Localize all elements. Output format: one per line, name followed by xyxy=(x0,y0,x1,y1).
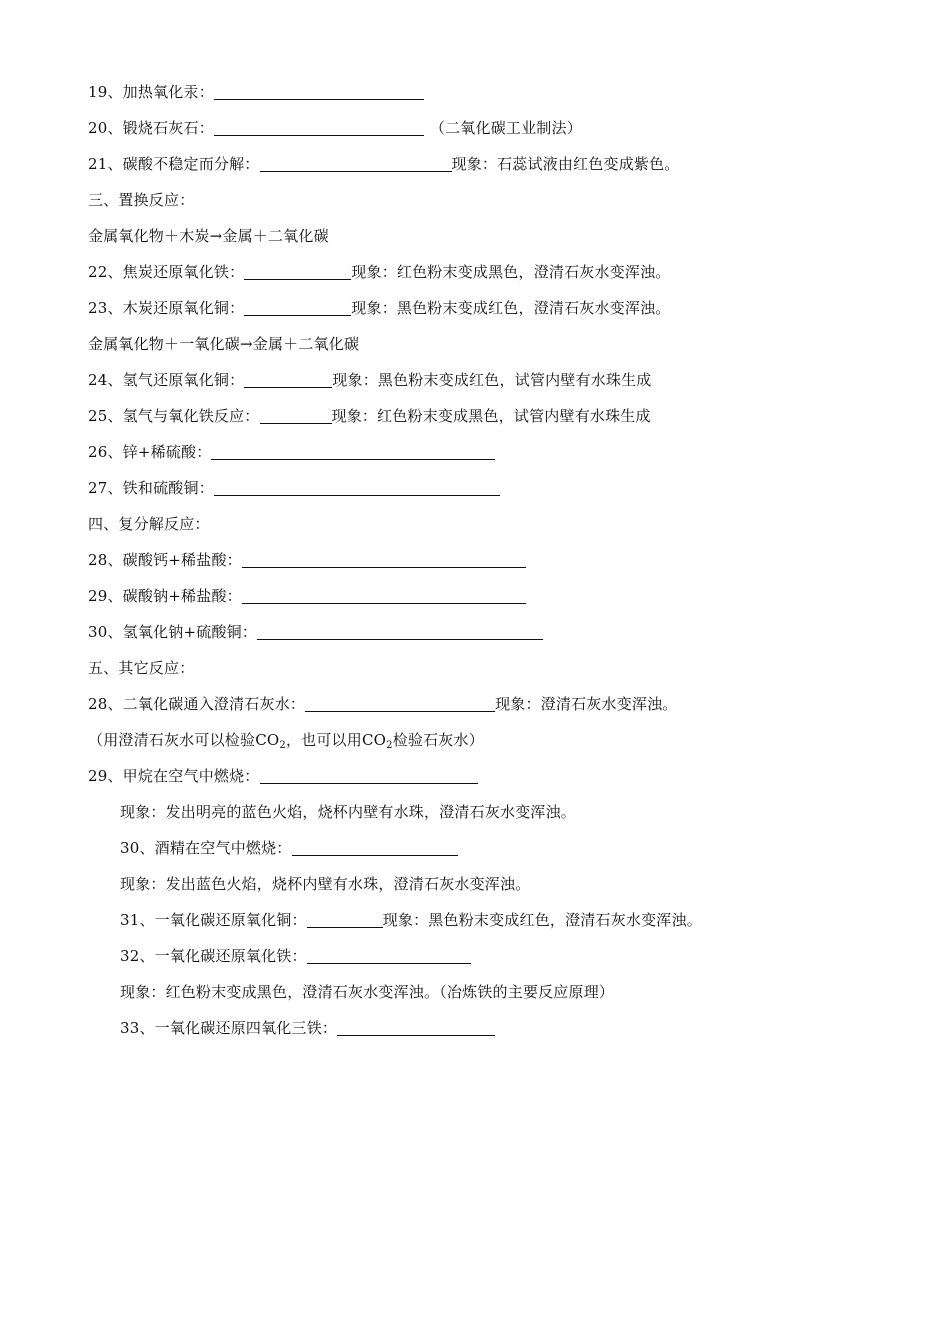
question-22 xyxy=(88,260,671,284)
answer-blank[interactable] xyxy=(307,947,471,964)
answer-blank[interactable] xyxy=(242,587,526,604)
phenomenon-text: 现象：石蕊试液由红色变成紫色。 xyxy=(451,155,680,173)
question-label: 19、加热氧化汞： xyxy=(88,83,214,101)
question-26 xyxy=(88,440,495,464)
answer-blank[interactable] xyxy=(260,767,478,784)
answer-blank[interactable] xyxy=(244,299,351,316)
question-label: 33、一氧化碳还原四氧化三铁： xyxy=(120,1019,338,1037)
question-20 xyxy=(88,116,582,140)
question-label: 32、一氧化碳还原氧化铁： xyxy=(120,947,307,965)
question-label: 31、一氧化碳还原氧化铜： xyxy=(120,911,307,929)
phenomenon-text: 现象：红色粉末变成黑色，澄清石灰水变浑浊。 xyxy=(351,263,671,281)
question-24 xyxy=(88,368,652,392)
subsection-heading: 金属氧化物＋木炭→金属＋二氧化碳 xyxy=(88,227,329,245)
phenomenon-text: 现象：发出明亮的蓝色火焰，烧杯内壁有水珠，澄清石灰水变浑浊。 xyxy=(120,803,577,821)
answer-blank[interactable] xyxy=(211,443,495,460)
note-text: ，也可以用CO xyxy=(285,731,387,749)
question-label: 30、氢氧化钠+硫酸铜： xyxy=(88,623,258,641)
answer-blank[interactable] xyxy=(307,911,383,928)
phenomenon-text: 现象：红色粉末变成黑色，澄清石灰水变浑浊。（冶炼铁的主要反应原理） xyxy=(120,983,615,1001)
answer-blank[interactable] xyxy=(214,479,500,496)
question-label: 29、碳酸钠+稀盐酸： xyxy=(88,587,242,605)
question-19 xyxy=(88,80,424,104)
question-label: 24、氢气还原氧化铜： xyxy=(88,371,245,389)
question-label: 20、锻烧石灰石： xyxy=(88,119,214,137)
co2-note xyxy=(88,728,484,752)
question-32 xyxy=(120,944,471,968)
answer-blank[interactable] xyxy=(257,623,543,640)
answer-blank[interactable] xyxy=(214,119,424,136)
answer-blank[interactable] xyxy=(260,407,332,424)
phenomenon-text: 现象：发出蓝色火焰，烧杯内壁有水珠，澄清石灰水变浑浊。 xyxy=(120,875,531,893)
section-heading-3: 三、置换反应： xyxy=(88,191,195,209)
question-29-b xyxy=(88,764,478,788)
answer-blank[interactable] xyxy=(337,1019,495,1036)
question-label: 27、铁和硫酸铜： xyxy=(88,479,214,497)
question-29-a xyxy=(88,584,526,608)
question-label: 29、甲烷在空气中燃烧： xyxy=(88,767,260,785)
note-text: （用澄清石灰水可以检验CO xyxy=(88,731,280,749)
subsection-heading: 金属氧化物＋一氧化碳→金属＋二氧化碳 xyxy=(88,335,360,353)
phenomenon-text: 现象：红色粉末变成黑色，试管内壁有水珠生成 xyxy=(331,407,651,425)
phenomenon-text: 现象：黑色粉末变成红色，澄清石灰水变浑浊。 xyxy=(351,299,671,317)
question-23 xyxy=(88,296,671,320)
question-28-b xyxy=(88,692,678,716)
question-21 xyxy=(88,152,680,176)
phenomenon-text: 现象：澄清石灰水变浑浊。 xyxy=(495,695,678,713)
question-label: 25、氢气与氧化铁反应： xyxy=(88,407,260,425)
note-subscript: 2 xyxy=(279,740,286,751)
question-label: 26、锌+稀硫酸： xyxy=(88,443,212,461)
question-label: 28、二氧化碳通入澄清石灰水： xyxy=(88,695,306,713)
question-28-a xyxy=(88,548,526,572)
answer-blank[interactable] xyxy=(214,83,424,100)
question-label: 30、酒精在空气中燃烧： xyxy=(120,839,292,857)
answer-blank[interactable] xyxy=(292,839,458,856)
answer-blank[interactable] xyxy=(244,371,332,388)
section-heading-4: 四、复分解反应： xyxy=(88,515,210,533)
question-25 xyxy=(88,404,651,428)
answer-blank[interactable] xyxy=(244,263,351,280)
answer-blank[interactable] xyxy=(305,695,495,712)
question-label: 23、木炭还原氧化铜： xyxy=(88,299,245,317)
phenomenon-text: 现象：黑色粉末变成红色，澄清石灰水变浑浊。 xyxy=(382,911,702,929)
question-label: 21、碳酸不稳定而分解： xyxy=(88,155,260,173)
question-33 xyxy=(120,1016,495,1040)
question-30-b xyxy=(120,836,458,860)
question-label: 22、焦炭还原氧化铁： xyxy=(88,263,245,281)
section-heading-5: 五、其它反应： xyxy=(88,659,195,677)
answer-blank[interactable] xyxy=(242,551,526,568)
question-30-a xyxy=(88,620,543,644)
question-31 xyxy=(120,908,702,932)
note-subscript: 2 xyxy=(386,740,393,751)
note-text: 检验石灰水） xyxy=(392,731,484,749)
phenomenon-text: 现象：黑色粉末变成红色，试管内壁有水珠生成 xyxy=(332,371,652,389)
answer-blank[interactable] xyxy=(260,155,452,172)
question-note: （二氧化碳工业制法） xyxy=(429,119,582,137)
question-label: 28、碳酸钙+稀盐酸： xyxy=(88,551,242,569)
question-27 xyxy=(88,476,500,500)
